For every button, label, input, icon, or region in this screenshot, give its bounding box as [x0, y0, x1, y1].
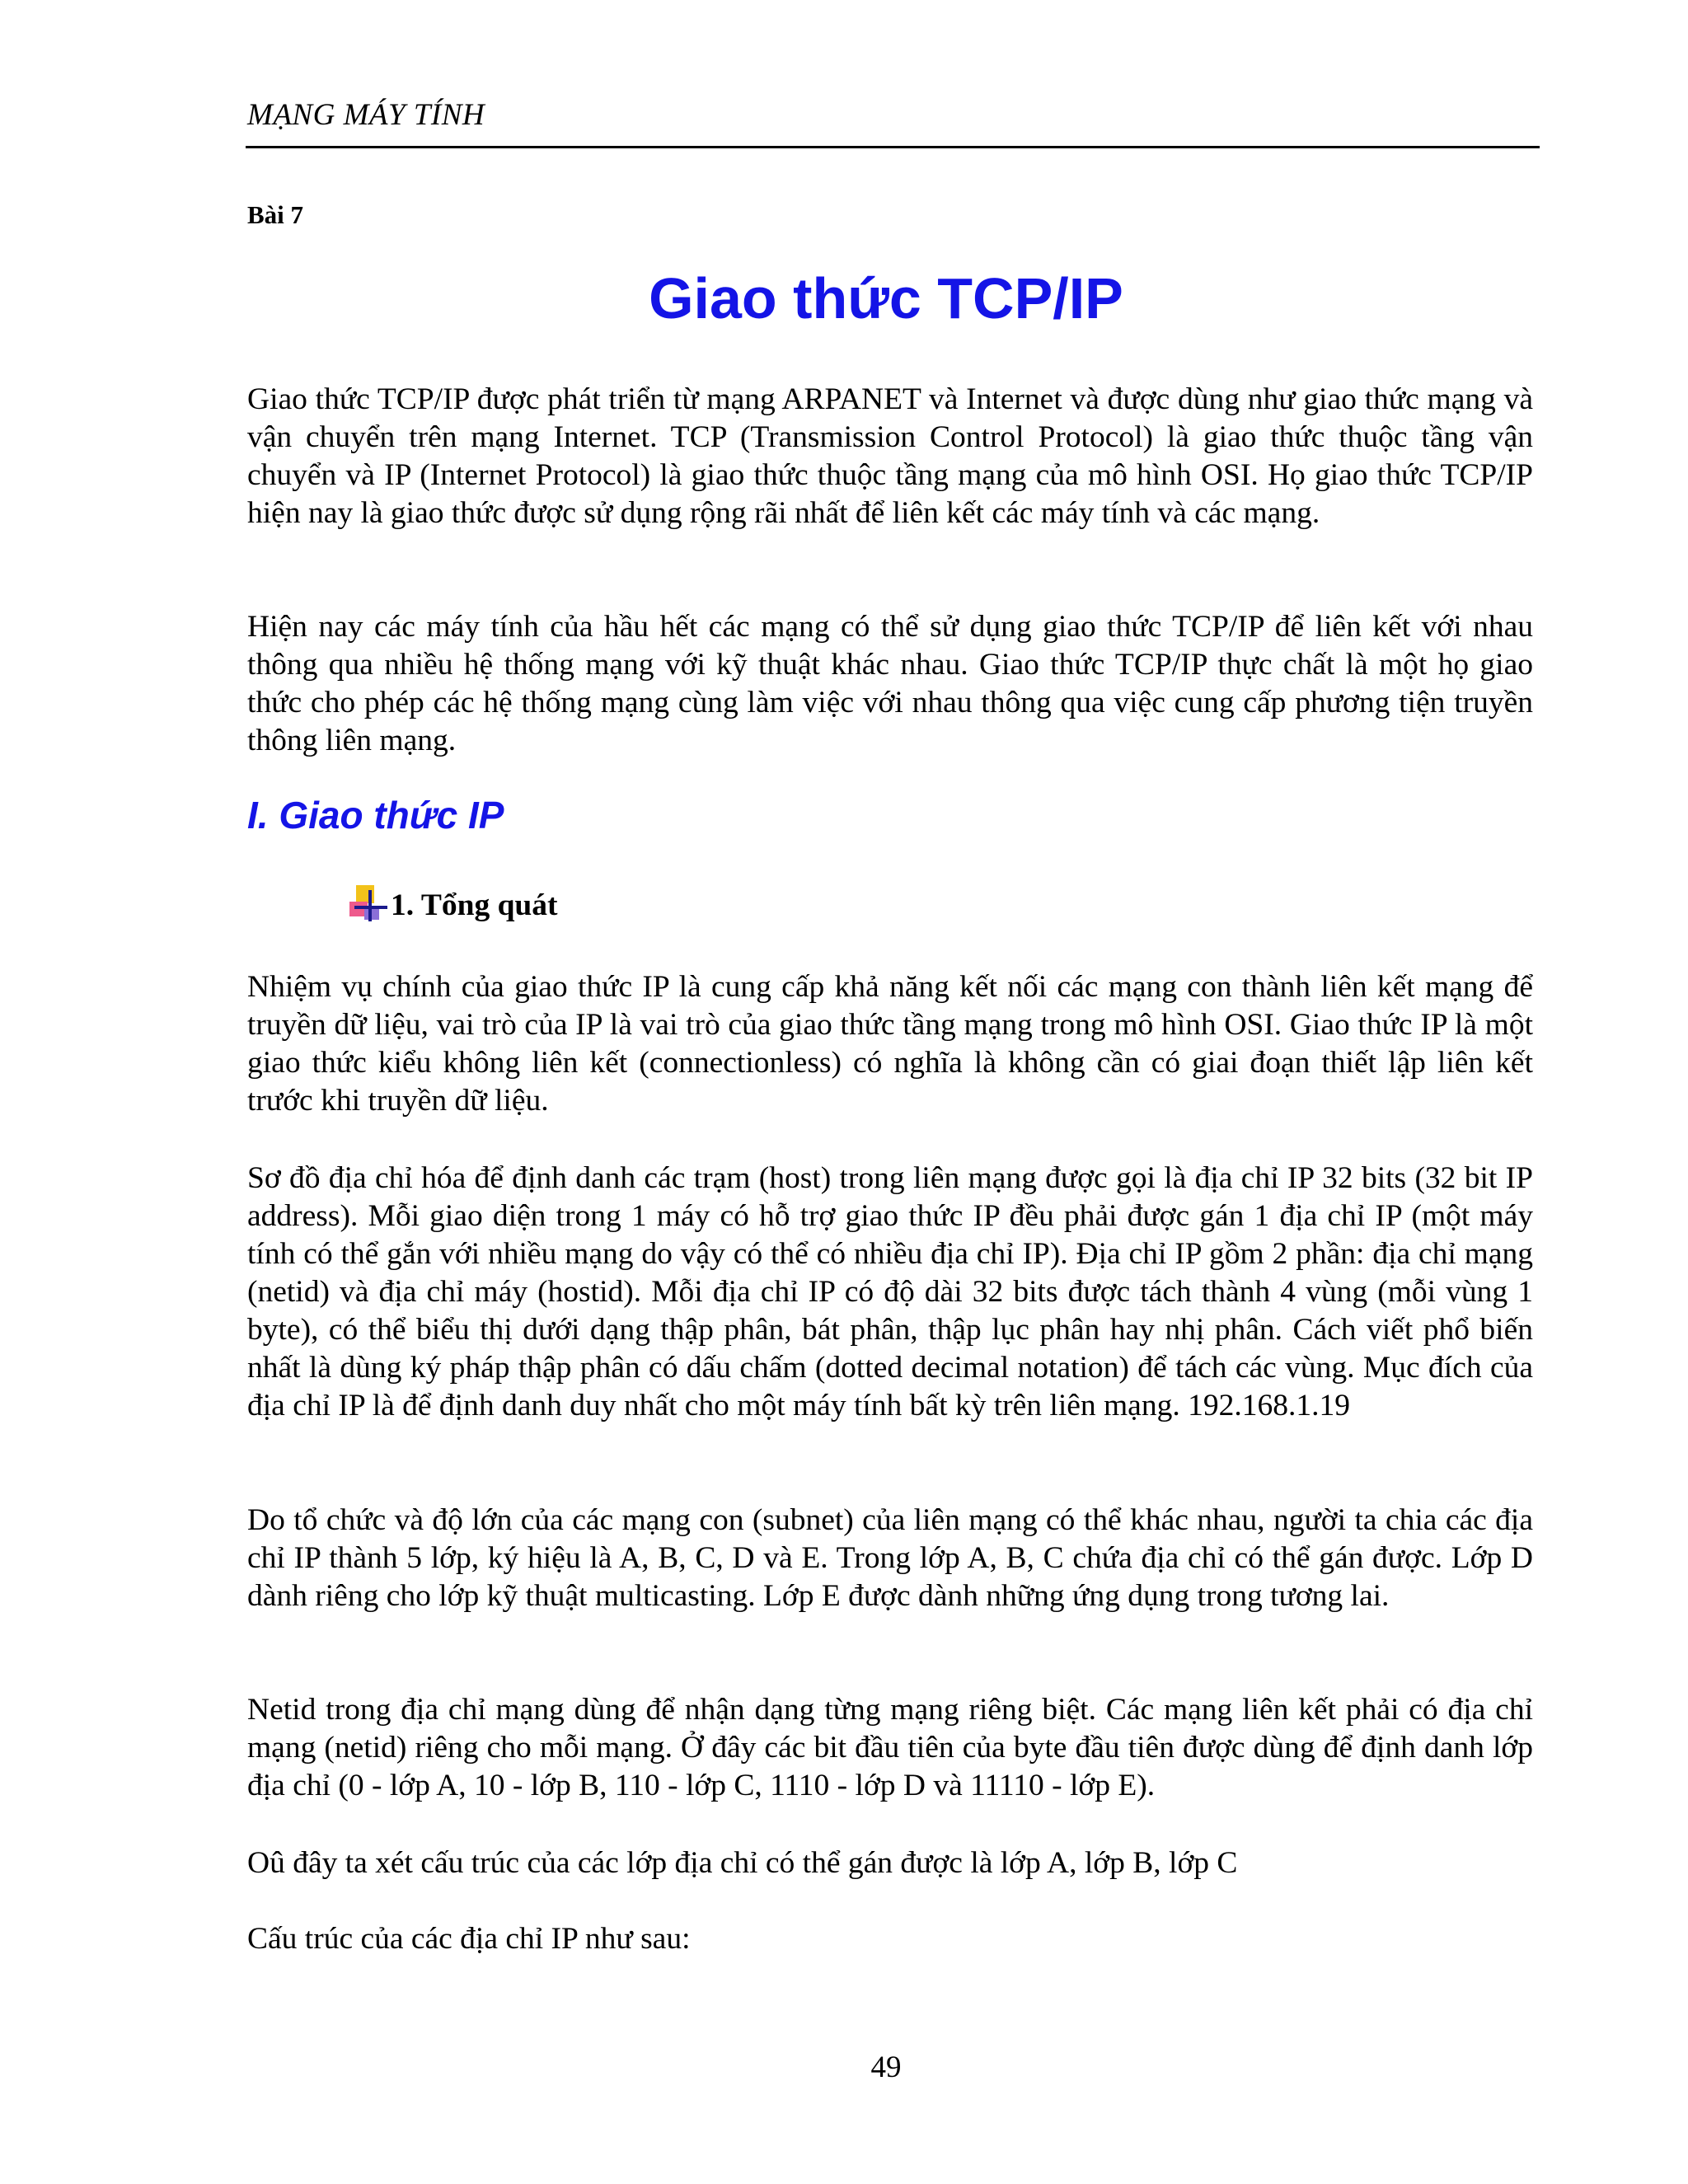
page-number: 49 — [870, 2050, 902, 2084]
lesson-label: Bài 7 — [247, 200, 304, 229]
intro-paragraph-1: Giao thức TCP/IP được phát triển từ mạng ARPANET và Internet và được dùng như giao thức mạng và vận chuyển trên mạng Internet. TCP (Transmission Control Protocol) là giao thức thuộc tầng vận chuyển và IP (Internet Protocol) là giao thức thuộc tầng mạng của mô hình OSI. Họ giao thức TCP/IP hiện nay là giao thức được sử dụng rộng rãi nhất để liên kết các máy tính và các mạng. — [247, 382, 1533, 530]
body-paragraph-3: Do tổ chức và độ lớn của các mạng con (subnet) của liên mạng có thể khác nhau, người ta chia các địa chỉ IP thành 5 lớp, ký hiệu là A, B, C, D và E. Trong lớp A, B, C chứa địa chỉ có thể gán được. Lớp D dành riêng cho lớp kỹ thuật multicasting. Lớp E được dành những ứng dụng trong tương lai. — [247, 1503, 1533, 1613]
intro-paragraph-2: Hiện nay các máy tính của hầu hết các mạng có thể sử dụng giao thức TCP/IP để liên kết với nhau thông qua nhiều hệ thống mạng với kỹ thuật khác nhau. Giao thức TCP/IP thực chất là một họ giao thức cho phép các hệ thống mạng cùng làm việc với nhau thông qua việc cung cấp phương tiện truyền thông liên mạng. — [247, 610, 1533, 757]
running-header: MẠNG MÁY TÍNH — [247, 98, 485, 132]
subsection-heading — [348, 880, 558, 930]
body-paragraph-6: Cấu trúc của các địa chỉ IP như sau: — [247, 1922, 691, 1956]
subsection-title: 1. Tổng quát — [391, 888, 558, 922]
body-paragraph-1: Nhiệm vụ chính của giao thức IP là cung cấp khả năng kết nối các mạng con thành liên kết mạng để truyền dữ liệu, vai trò của IP là vai trò của giao thức tầng mạng trong mô hình OSI. Giao thức IP là một giao thức kiểu không liên kết (connectionless) có nghĩa là không cần có giai đoạn thiết lập liên kết trước khi truyền dữ liệu. — [247, 970, 1533, 1118]
body-paragraph-2: Sơ đồ địa chỉ hóa để định danh các trạm (host) trong liên mạng được gọi là địa chỉ IP 32 bits (32 bit IP address). Mỗi giao diện trong 1 máy có hỗ trợ giao thức IP đều phải được gán 1 địa chỉ IP (một máy tính có thể gắn với nhiều mạng do vậy có thể có nhiều địa chỉ IP). Địa chỉ IP gồm 2 phần: địa chỉ mạng (netid) và địa chỉ máy (hostid). Mỗi địa chỉ IP có độ dài 32 bits được tách thành 4 vùng (mỗi vùng 1 byte), có thể biểu thị dưới dạng thập phân, bát phân, thập lục phân hay nhị phân. Cách viết phổ biến nhất là dùng ký pháp thập phân có dấu chấm (dotted decimal notation) để tách các vùng. Mục đích của địa chỉ IP là để định danh duy nhất cho một máy tính bất kỳ trên liên mạng. 192.168.1.19 — [247, 1161, 1533, 1422]
body-paragraph-4: Netid trong địa chỉ mạng dùng để nhận dạng từng mạng riêng biệt. Các mạng liên kết phải có địa chỉ mạng (netid) riêng cho mỗi mạng. Ở đây các bit đầu tiên của byte đầu tiên được dùng để định danh lớp địa chỉ (0 - lớp A, 10 - lớp B, 110 - lớp C, 1110 - lớp D và 11110 - lớp E). — [247, 1693, 1533, 1802]
section-heading: I. Giao thức IP — [247, 794, 504, 837]
colored-squares-bullet-icon — [348, 883, 389, 926]
header-rule — [246, 146, 1540, 148]
body-paragraph-5: Oû đây ta xét cấu trúc của các lớp địa chỉ có thể gán được là lớp A, lớp B, lớp C — [247, 1846, 1238, 1880]
page-title: Giao thức TCP/IP — [649, 266, 1123, 330]
